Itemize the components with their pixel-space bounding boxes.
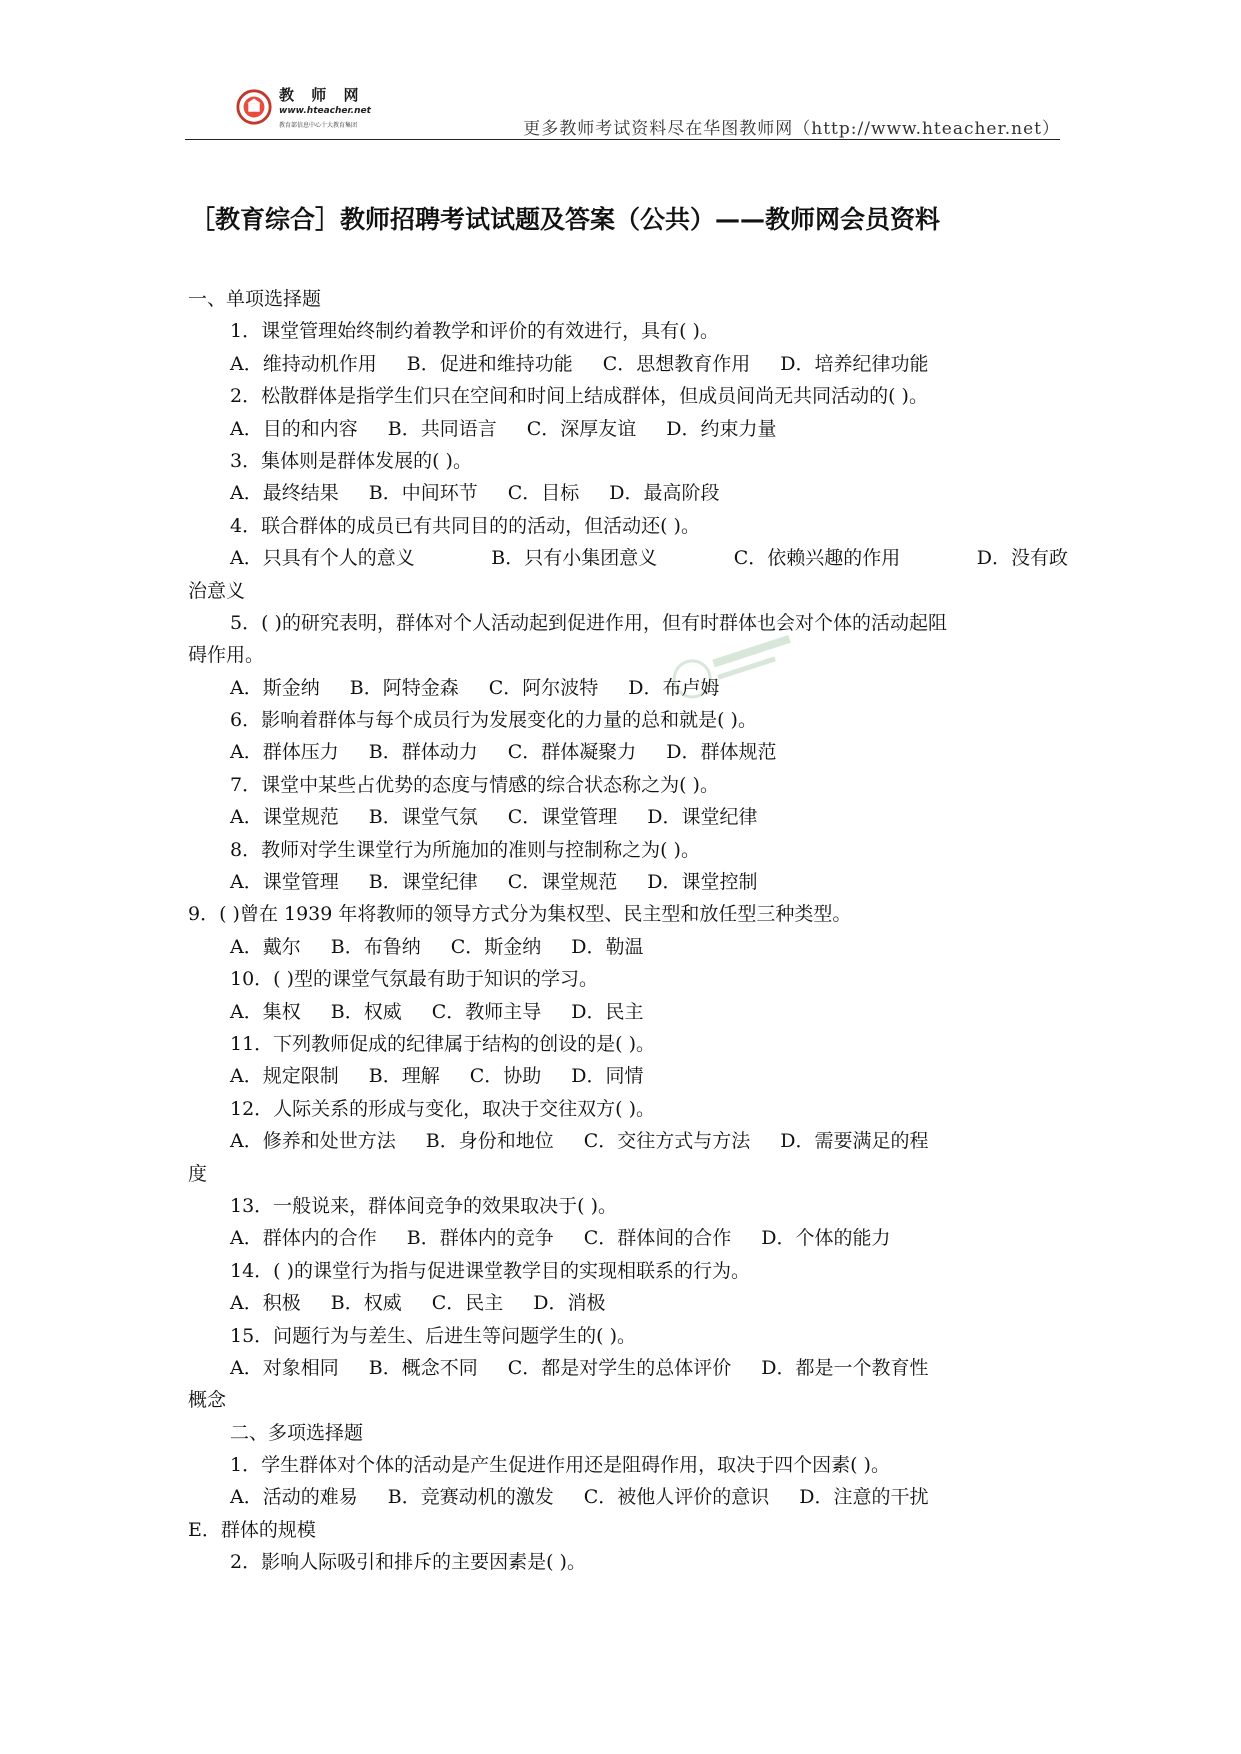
answer-option: D．最高阶段 xyxy=(609,482,720,505)
question-text: 4．联合群体的成员已有共同目的的活动，但活动还( )。 xyxy=(230,514,700,537)
question-text: 治意义 xyxy=(188,579,246,602)
question-text: 度 xyxy=(188,1162,208,1185)
answer-option: A．修养和处世方法 xyxy=(230,1130,396,1153)
answer-option: C．深厚友谊 xyxy=(526,417,637,440)
question-text: 2．影响人际吸引和排斥的主要因素是( )。 xyxy=(230,1551,586,1574)
answer-option: C．目标 xyxy=(507,482,580,505)
section-heading: 一、单项选择题 xyxy=(188,288,322,310)
answer-option: C．都是对学生的总体评价 xyxy=(507,1356,732,1379)
answer-option: D．约束力量 xyxy=(666,417,777,440)
answer-option: C．群体间的合作 xyxy=(583,1227,732,1250)
answer-option: C．交往方式与方法 xyxy=(583,1130,751,1153)
answer-option: D．注意的干扰 xyxy=(799,1486,929,1509)
answer-option: B．阿特金森 xyxy=(349,676,459,699)
answer-options xyxy=(188,1125,1068,1157)
answer-option: A．对象相同 xyxy=(230,1356,339,1379)
question-text: 1．课堂管理始终制约着教学和评价的有效进行，具有( )。 xyxy=(230,320,719,343)
answer-options xyxy=(188,1222,1068,1254)
answer-options xyxy=(188,672,1068,704)
answer-options xyxy=(188,1481,1068,1513)
answer-options xyxy=(188,1060,1068,1092)
answer-option: C．群体凝聚力 xyxy=(507,741,637,764)
answer-option: D．课堂纪律 xyxy=(647,806,758,829)
answer-option: A．群体压力 xyxy=(230,741,339,764)
answer-option: C．依赖兴趣的作用 xyxy=(733,547,901,570)
answer-option: D．布卢姆 xyxy=(628,676,720,699)
answer-option: B．权威 xyxy=(330,1000,402,1023)
question-text: 12．人际关系的形成与变化，取决于交往双方( )。 xyxy=(230,1097,656,1120)
answer-options xyxy=(188,477,1068,509)
answer-option: B．中间环节 xyxy=(368,482,478,505)
answer-option: A．最终结果 xyxy=(230,482,339,505)
question-text: 2．松散群体是指学生们只在空间和时间上结成群体，但成员间尚无共同活动的( )。 xyxy=(230,385,928,408)
answer-options xyxy=(188,542,1068,574)
answer-option: A．活动的难易 xyxy=(230,1486,358,1509)
site-logo xyxy=(235,82,405,137)
logo-subtitle: 教育部信息中心十大教育集团 xyxy=(279,122,358,129)
header-tagline: 更多教师考试资料尽在华图教师网（http://www.hteacher.net） xyxy=(523,119,1060,139)
answer-options xyxy=(188,1352,1068,1384)
question-text: 8．教师对学生课堂行为所施加的准则与控制称之为( )。 xyxy=(230,838,700,861)
answer-option: D．群体规范 xyxy=(666,741,777,764)
answer-options xyxy=(188,801,1068,833)
answer-options xyxy=(188,348,1068,380)
answer-options xyxy=(188,1287,1068,1319)
answer-option: A．积极 xyxy=(230,1292,301,1315)
answer-option: B．课堂气氛 xyxy=(368,806,478,829)
question-text: 概念 xyxy=(188,1389,227,1412)
document-title: ［教育综合］教师招聘考试试题及答案（公共）——教师网会员资料 xyxy=(190,205,941,234)
answer-options xyxy=(188,736,1068,768)
answer-option: B．权威 xyxy=(330,1292,402,1315)
question-list xyxy=(188,283,1068,1579)
answer-option: B．只有小集团意义 xyxy=(491,547,658,570)
question-text: 11．下列教师促成的纪律属于结构的创设的是( )。 xyxy=(230,1032,656,1055)
answer-option: D．没有政 xyxy=(976,547,1068,570)
question-text: 14．( )的课堂行为指与促进课堂教学目的实现相联系的行为。 xyxy=(230,1259,751,1282)
question-text: 3．集体则是群体发展的( )。 xyxy=(230,449,472,472)
answer-option: D．培养纪律功能 xyxy=(780,352,929,375)
answer-option: C．阿尔波特 xyxy=(488,676,599,699)
answer-option: A．斯金纳 xyxy=(230,676,320,699)
answer-option: D．课堂控制 xyxy=(647,871,758,894)
answer-option: B．布鲁纳 xyxy=(330,935,421,958)
question-text: 二、多项选择题 xyxy=(230,1421,364,1444)
answer-option: B．群体内的竞争 xyxy=(406,1227,554,1250)
answer-option: A．课堂规范 xyxy=(230,806,339,829)
answer-option: A．目的和内容 xyxy=(230,417,358,440)
answer-option: C．教师主导 xyxy=(431,1000,542,1023)
answer-option: B．理解 xyxy=(368,1065,440,1088)
question-text: E．群体的规模 xyxy=(188,1518,316,1541)
question-text: 13．一般说来，群体间竞争的效果取决于( )。 xyxy=(230,1194,618,1217)
answer-option: C．民主 xyxy=(431,1292,504,1315)
answer-option: A．集权 xyxy=(230,1000,301,1023)
question-text: 6．影响着群体与每个成员行为发展变化的力量的总和就是( )。 xyxy=(230,709,757,732)
answer-option: C．斯金纳 xyxy=(450,935,542,958)
page-header xyxy=(185,80,1060,140)
answer-option: C．协助 xyxy=(469,1065,542,1088)
answer-option: D．勒温 xyxy=(571,935,644,958)
question-text: 15．问题行为与差生、后进生等问题学生的( )。 xyxy=(230,1324,637,1347)
answer-option: B．促进和维持功能 xyxy=(406,352,573,375)
answer-option: D．同情 xyxy=(571,1065,644,1088)
logo-title: 教 师 网 xyxy=(279,86,365,104)
answer-options xyxy=(188,996,1068,1028)
answer-options xyxy=(188,413,1068,445)
question-text: 5．( )的研究表明，群体对个人活动起到促进作用，但有时群体也会对个体的活动起阻 xyxy=(230,611,947,634)
header-divider xyxy=(185,139,1060,140)
logo-url: www.hteacher.net xyxy=(279,106,371,116)
answer-option: D．民主 xyxy=(571,1000,644,1023)
answer-option: D．需要满足的程 xyxy=(780,1130,929,1153)
answer-options xyxy=(188,866,1068,898)
answer-option: B．身份和地位 xyxy=(425,1130,554,1153)
answer-option: A．规定限制 xyxy=(230,1065,339,1088)
logo-emblem-icon xyxy=(235,88,273,126)
answer-option: B．竞赛动机的激发 xyxy=(387,1486,554,1509)
question-text: 7．课堂中某些占优势的态度与情感的综合状态称之为( )。 xyxy=(230,773,719,796)
answer-option: B．群体动力 xyxy=(368,741,478,764)
question-text: 9．( )曾在 1939 年将教师的领导方式分为集权型、民主型和放任型三种类型。 xyxy=(188,903,852,926)
answer-option: B．课堂纪律 xyxy=(368,871,478,894)
answer-option: A．只具有个人的意义 xyxy=(230,547,415,570)
answer-option: A．群体内的合作 xyxy=(230,1227,377,1250)
question-text: 碍作用。 xyxy=(188,644,265,667)
answer-option: C．课堂规范 xyxy=(507,871,618,894)
answer-option: D．消极 xyxy=(533,1292,606,1315)
answer-option: B．共同语言 xyxy=(387,417,497,440)
answer-option: A．课堂管理 xyxy=(230,871,339,894)
answer-option: D．个体的能力 xyxy=(761,1227,891,1250)
answer-option: B．概念不同 xyxy=(368,1356,478,1379)
answer-option: A．戴尔 xyxy=(230,935,301,958)
answer-option: C．思想教育作用 xyxy=(602,352,751,375)
question-text: 10．( )型的课堂气氛最有助于知识的学习。 xyxy=(230,968,599,991)
answer-option: A．维持动机作用 xyxy=(230,352,377,375)
answer-option: C．被他人评价的意识 xyxy=(583,1486,770,1509)
answer-option: C．课堂管理 xyxy=(507,806,618,829)
section-heading: 1．学生群体对个体的活动是产生促进作用还是阻碍作用，取决于四个因素( )。 xyxy=(230,1454,890,1477)
answer-option: D．都是一个教育性 xyxy=(761,1356,929,1379)
answer-options xyxy=(188,931,1068,963)
